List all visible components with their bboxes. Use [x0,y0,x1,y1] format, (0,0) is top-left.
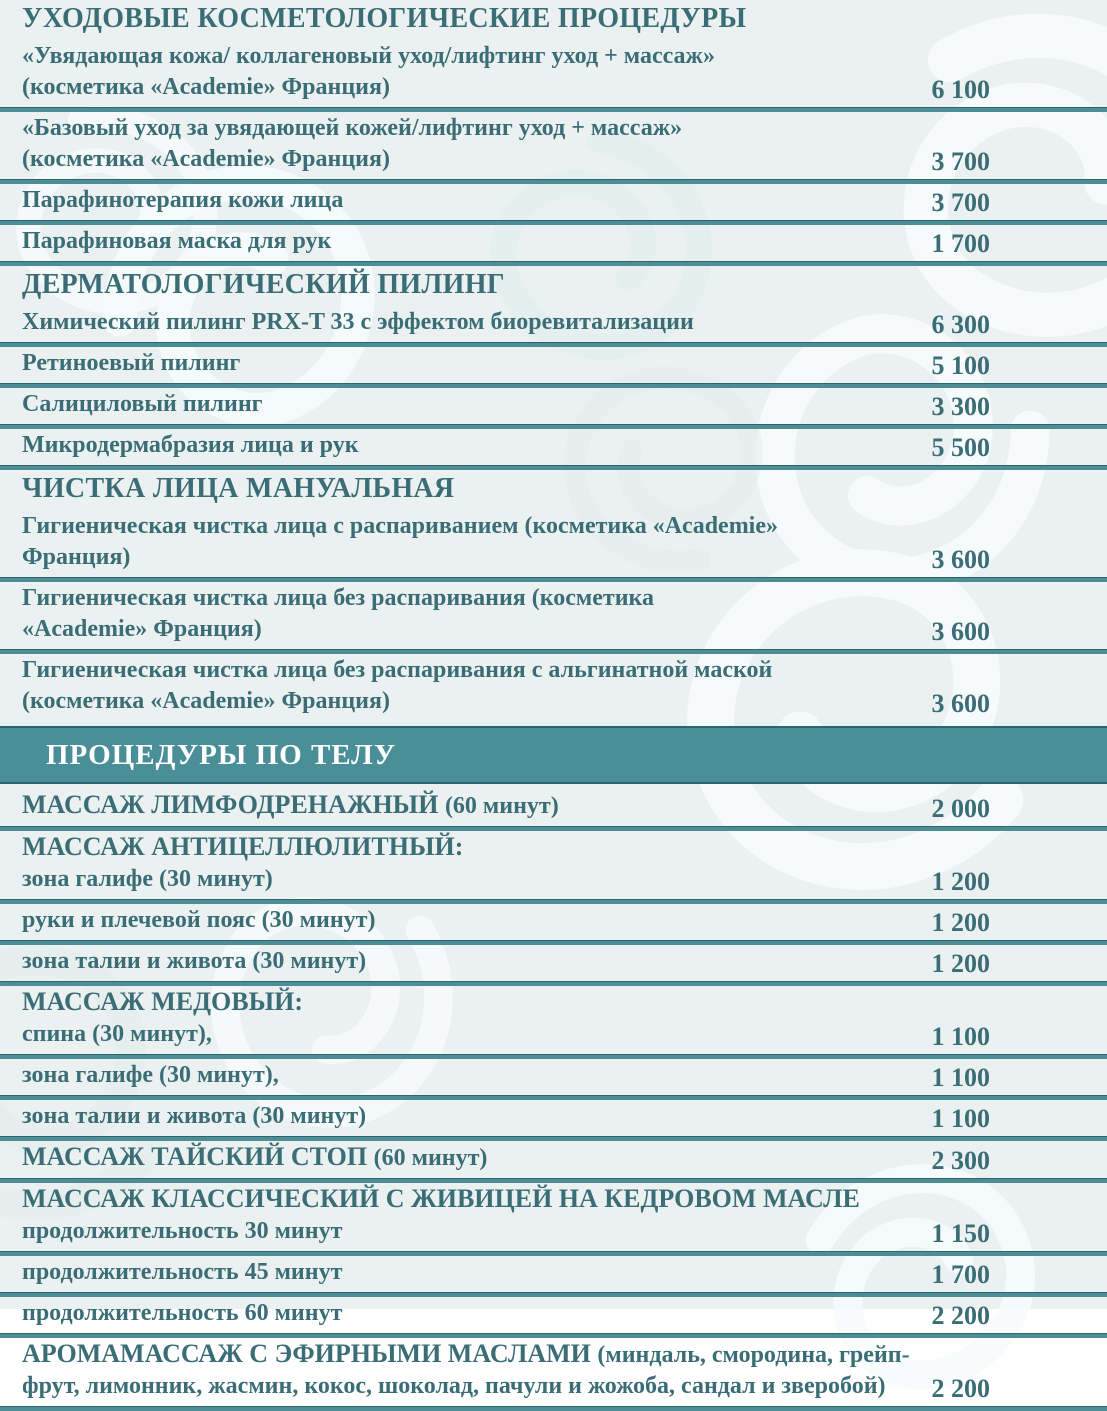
service-name-text: (косметика «Academie» Франция) [22,74,390,100]
service-name-line [22,687,800,718]
service-name-text: ДЕРМАТОЛОГИЧЕСКИЙ ПИЛИНГ [22,269,505,300]
section-header-row [0,266,1107,306]
service-name-line [22,114,800,145]
service-price: 1 100 [931,1022,990,1051]
service-name-line [22,73,800,104]
service-name [22,186,800,217]
price-row [0,40,1107,107]
service-name-line [22,308,800,339]
service-name-line [22,1102,800,1133]
service-name-text: УХОДОВЫЕ КОСМЕТОЛОГИЧЕСКИЕ ПРОЦЕДУРЫ [22,3,747,34]
service-name [22,833,800,896]
service-name-text: продолжительность 30 минут [22,1218,343,1244]
service-name-text: Парафинотерапия кожи лица [22,187,344,213]
price-row [0,112,1107,179]
service-name [22,906,800,937]
price-row [0,1100,1107,1136]
service-name [22,1339,910,1403]
service-price: 1 150 [931,1219,990,1248]
service-name-line [22,1372,886,1403]
service-name-line [22,390,800,421]
service-name-line [22,349,800,380]
price-row [0,904,1107,940]
service-name-line [22,833,800,865]
service-price: 6 100 [931,75,990,104]
service-name-text: МАССАЖ КЛАССИЧЕСКИЙ С ЖИВИЦЕЙ НА КЕДРОВОМ МАСЛЕ [22,1184,860,1213]
service-name [22,227,800,258]
service-price: 1 200 [931,908,990,937]
service-name-line [22,947,800,978]
service-name [22,390,800,421]
service-name-line [22,1258,800,1289]
service-name-text: зона галифе (30 минут) [22,866,273,892]
service-name [22,947,800,978]
service-name-text: зона талии и живота (30 минут) [22,1103,367,1129]
service-name-line [22,1299,800,1330]
price-row [0,986,1107,1054]
service-name [22,1102,800,1133]
service-name-text: Гигиеническая чистка лица без распаривания (косметика [22,585,655,611]
service-name-text: фрут, лимонник, жасмин, кокос, шоколад, пачули и жожоба, сандал и зверобой) [22,1373,886,1399]
service-name-line [22,1184,860,1217]
price-row [0,789,1107,826]
service-name-text: МАССАЖ ЛИМФОДРЕНАЖНЫЙ [22,790,445,819]
category-banner [0,726,1107,784]
service-price: 3 700 [931,147,990,176]
service-price: 1 100 [931,1104,990,1133]
service-name [22,988,800,1051]
price-row [0,1256,1107,1292]
price-row [0,1183,1107,1251]
service-name [22,512,800,574]
service-name [22,656,800,718]
service-name-line [22,615,800,646]
service-name [22,349,800,380]
service-name-text: (косметика «Academie» Франция) [22,146,390,172]
service-price: 6 300 [931,310,990,339]
service-price: 3 600 [931,617,990,646]
service-name-text: продолжительность 60 минут [22,1300,343,1326]
price-row [0,945,1107,981]
service-price: 1 200 [931,867,990,896]
service-price: 1 200 [931,949,990,978]
price-row [0,184,1107,220]
service-name [22,1061,800,1092]
service-name [22,308,800,339]
service-name [22,791,800,823]
service-name [22,1258,800,1289]
price-row [0,429,1107,465]
service-name-line [22,1339,910,1372]
service-name [22,1143,800,1175]
service-name-text: «Увядающая кожа/ коллагеновый уход/лифтинг уход + массаж» [22,43,715,69]
service-name-line [22,1217,800,1248]
service-name-line [22,988,800,1020]
service-name-line [22,227,800,258]
service-name-text: (60 минут) [444,793,559,819]
service-name-line [22,1061,800,1092]
service-name [22,1184,860,1248]
price-row [0,1141,1107,1178]
service-name-line [22,791,800,823]
price-row [0,225,1107,261]
service-price: 3 300 [931,392,990,421]
service-name-text: АРОМАМАССАЖ С ЭФИРНЫМИ МАСЛАМИ [22,1339,598,1368]
price-row [0,1059,1107,1095]
service-price: 2 200 [931,1301,990,1330]
service-name [22,5,1085,37]
service-name-text: (миндаль, смородина, грейп- [597,1342,910,1368]
service-name-text: продолжительность 45 минут [22,1259,343,1285]
price-row [0,654,1107,721]
service-name-line [22,42,800,73]
service-name [22,584,800,646]
service-price: 1 100 [931,1063,990,1092]
price-row [0,1297,1107,1333]
service-name-line [22,656,800,687]
service-price: 2 000 [931,794,990,823]
service-name-text: (косметика «Academie» Франция) [22,688,390,714]
section-header-row [0,470,1107,510]
service-name-text: руки и плечевой пояс (30 минут) [22,907,376,933]
service-price: 5 100 [931,351,990,380]
service-name-text: МАССАЖ АНТИЦЕЛЛЮЛИТНЫЙ: [22,832,464,861]
price-row [0,1338,1107,1406]
service-name-line [22,431,800,462]
service-name-text: МАССАЖ ТАЙСКИЙ СТОП [22,1142,374,1171]
price-row [0,582,1107,649]
service-price: 1 700 [931,229,990,258]
service-name-line [22,865,800,896]
service-name-text: зона талии и живота (30 минут) [22,948,367,974]
service-name-text: «Базовый уход за увядающей кожей/лифтинг уход + массаж» [22,115,683,141]
service-name-text: Микродермабразия лица и рук [22,432,359,458]
service-name-text: Гигиеническая чистка лица без распаривания с альгинатной маской [22,657,773,683]
service-price: 3 600 [931,689,990,718]
service-name-text: Гигиеническая чистка лица с распариванием (косметика «Academie» [22,513,778,539]
service-name-text: «Academie» Франция) [22,616,262,642]
service-name-text: (60 минут) [373,1145,488,1171]
service-name-text: ЧИСТКА ЛИЦА МАНУАЛЬНАЯ [22,473,455,504]
service-name-text: МАССАЖ МЕДОВЫЙ: [22,987,304,1016]
service-name-text: Салициловый пилинг [22,391,263,417]
service-price: 5 500 [931,433,990,462]
category-banner-label: ПРОЦЕДУРЫ ПО ТЕЛУ [46,739,397,771]
price-row [0,347,1107,383]
service-name-line [22,145,800,176]
service-price: 2 300 [931,1146,990,1175]
service-name-line [22,475,1085,507]
service-name-line [22,543,800,574]
service-name-line [22,271,1085,303]
service-name-text: спина (30 минут), [22,1021,212,1047]
section-header-row [0,0,1107,40]
price-row [0,510,1107,577]
service-name-line [22,1143,800,1175]
service-name-text: Франция) [22,544,131,570]
price-row [0,831,1107,899]
service-name-text: зона галифе (30 минут), [22,1062,279,1088]
row-divider [0,1406,1107,1411]
service-name-line [22,584,800,615]
service-name [22,114,800,176]
service-price: 1 700 [931,1260,990,1289]
service-name-line [22,186,800,217]
service-name [22,431,800,462]
service-price: 2 200 [931,1374,990,1403]
service-name-line [22,1020,800,1051]
service-name [22,475,1085,507]
service-name-text: Парафиновая маска для рук [22,228,332,254]
service-name [22,42,800,104]
service-price: 3 700 [931,188,990,217]
service-name [22,271,1085,303]
service-price: 3 600 [931,545,990,574]
service-name-line [22,5,1085,37]
service-name-text: Химический пилинг PRX-T 33 с эффектом биоревитализации [22,309,694,335]
service-name [22,1299,800,1330]
service-name-line [22,512,800,543]
service-name-text: Ретиноевый пилинг [22,350,241,376]
service-name-line [22,906,800,937]
price-row [0,388,1107,424]
price-row [0,306,1107,342]
